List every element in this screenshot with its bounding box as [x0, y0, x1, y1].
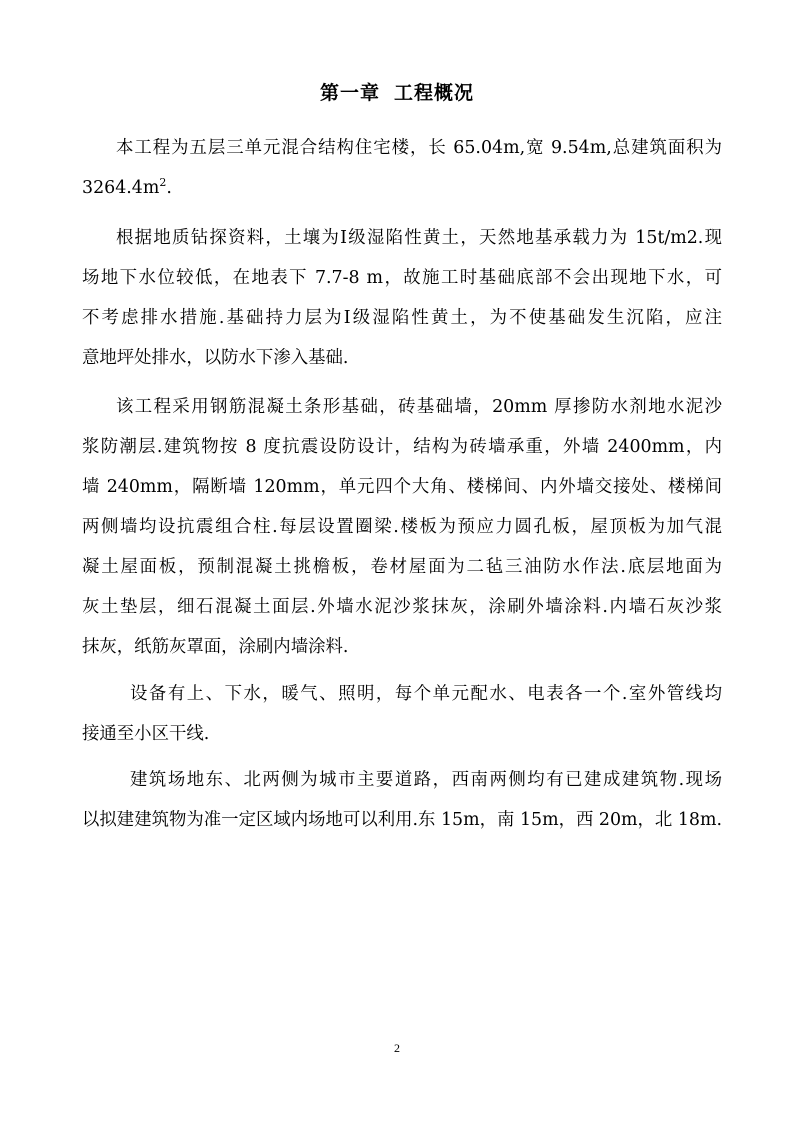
- chapter-title: 工程概况: [394, 82, 475, 104]
- paragraph-line: 以拟建建筑物为准一定区域内场地可以利用.东 15m，南 15m，西 20m，北 18m.: [82, 810, 722, 830]
- chapter-label: 第一章: [319, 82, 380, 104]
- paragraph-line: 场地下水位较低，在地表下 7.7-8 m，故施工时基础底部不会出现地下水，可: [82, 268, 722, 288]
- paragraph-line: 本工程为五层三单元混合结构住宅楼，长 65.04m,宽 9.54m,总建筑面积为: [116, 138, 722, 158]
- paragraph-site: [82, 760, 722, 840]
- paragraph-equipment: [82, 674, 722, 754]
- page-number: 2: [394, 1041, 400, 1055]
- paragraph-overview: [82, 128, 722, 208]
- chapter-heading: [0, 80, 794, 106]
- paragraph-line: 不考虑排水措施.基础持力层为Ⅰ级湿陷性黄土，为不使基础发生沉陷，应注: [82, 308, 722, 328]
- paragraph-line: 凝土屋面板，预制混凝土挑檐板，卷材屋面为二毡三油防水作法.底层地面为: [82, 557, 722, 577]
- paragraph-line: 该工程采用钢筋混凝土条形基础，砖基础墙，20mm 厚掺防水剂地水泥沙: [116, 397, 722, 417]
- paragraph-line: 墙 240mm，隔断墙 120mm，单元四个大角、楼梯间、内外墙交接处、楼梯间: [82, 477, 722, 497]
- paragraph-line: 浆防潮层.建筑物按 8 度抗震设防设计，结构为砖墙承重，外墙 2400mm，内: [82, 437, 722, 457]
- paragraph-line: 接通至小区干线.: [82, 724, 210, 744]
- paragraph-line: 根据地质钻探资料，土壤为Ⅰ级湿陷性黄土，天然地基承载力为 15t/m2.现: [116, 228, 722, 248]
- area-value: 3264.4m: [82, 178, 160, 198]
- paragraph-line: 意地坪处排水，以防水下渗入基础.: [82, 348, 349, 368]
- paragraph-line: [82, 168, 722, 208]
- area-superscript: 2: [159, 176, 167, 189]
- paragraph-line: 抹灰，纸筋灰罩面，涂刷内墙涂料.: [82, 637, 349, 657]
- paragraph-line: 灰土垫层，细石混凝土面层.外墙水泥沙浆抹灰，涂刷外墙涂料.内墙石灰沙浆: [82, 597, 722, 617]
- area-period: .: [166, 178, 172, 198]
- paragraph-line: 设备有上、下水，暖气、照明，每个单元配水、电表各一个.室外管线均: [130, 684, 722, 704]
- paragraph-line: 建筑场地东、北两侧为城市主要道路，西南两侧均有已建成建筑物.现场: [130, 770, 722, 790]
- paragraph-line: 两侧墙均设抗震组合柱.每层设置圈梁.楼板为预应力圆孔板，屋顶板为加气混: [82, 517, 722, 537]
- paragraph-structure: [82, 387, 722, 667]
- paragraph-geology: [82, 218, 722, 378]
